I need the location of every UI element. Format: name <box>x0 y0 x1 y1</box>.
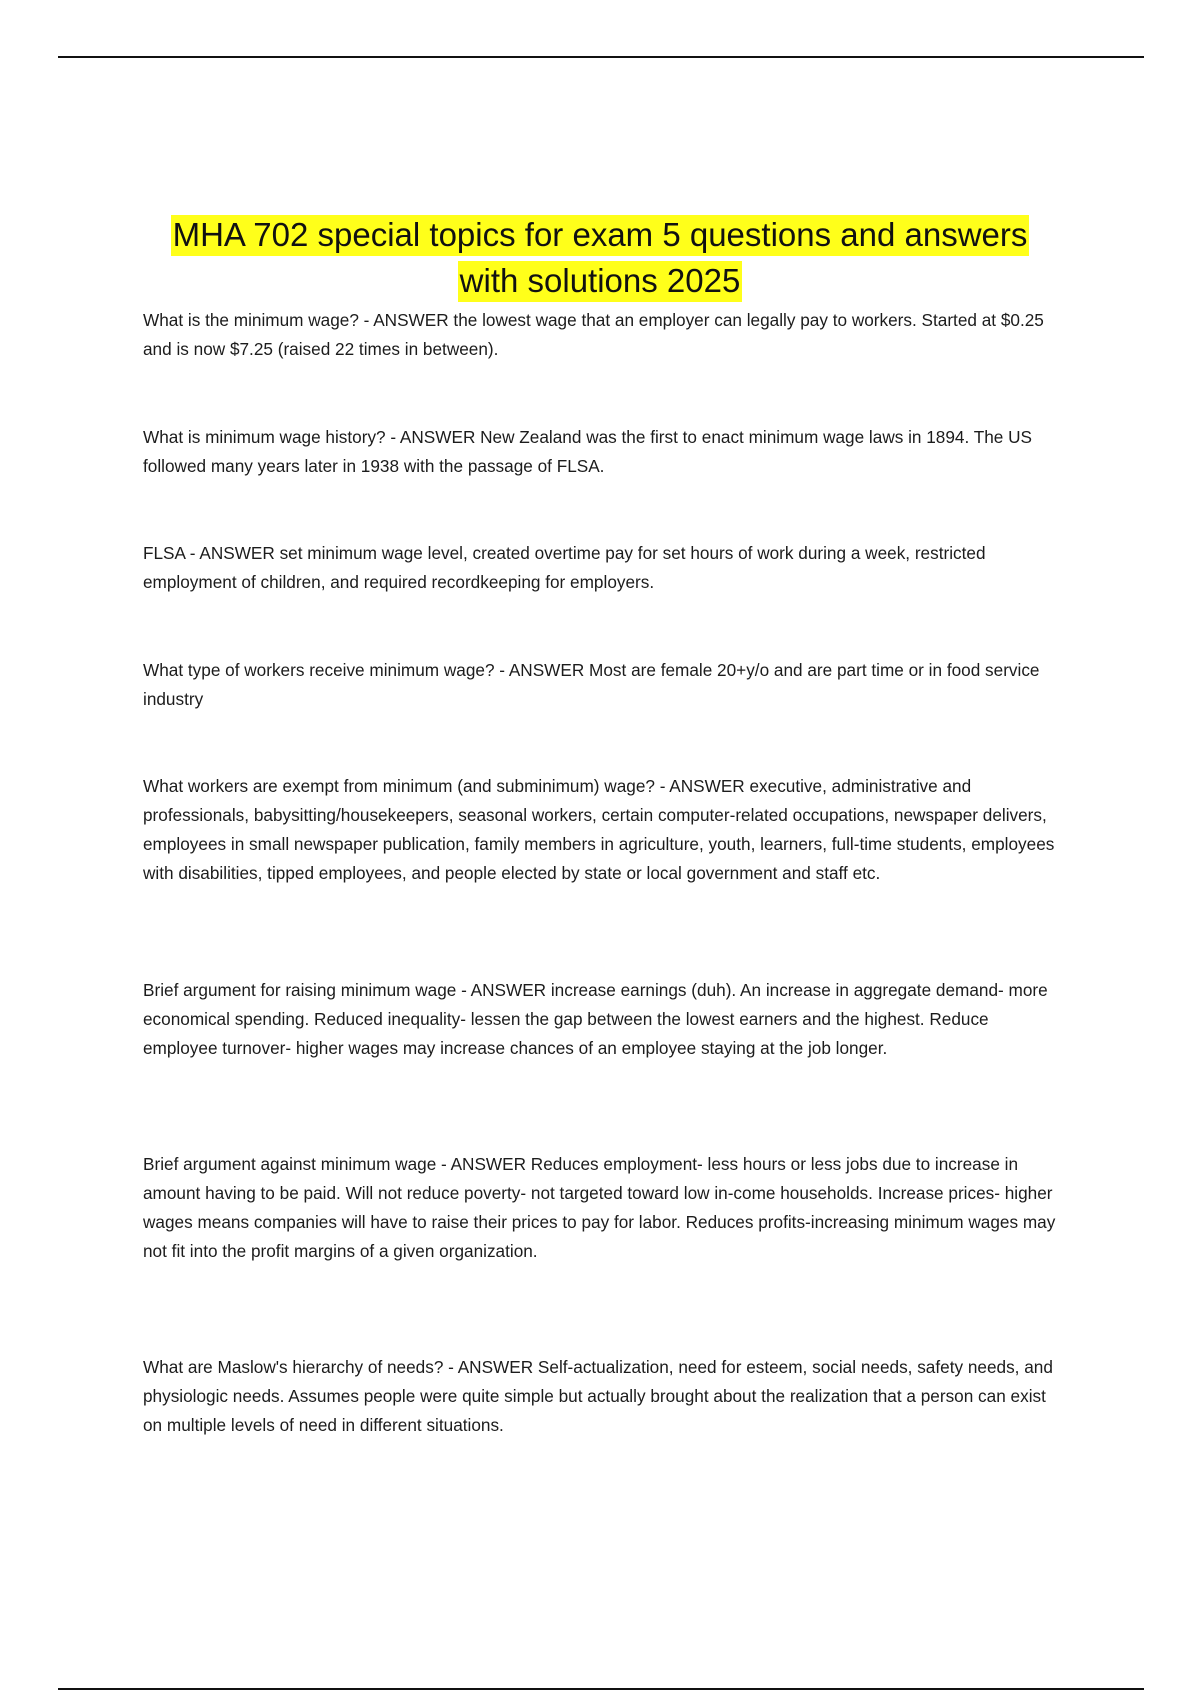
qa-entry-maslow-hierarchy: What are Maslow's hierarchy of needs? - ANSWER Self-actualization, need for esteem, social needs, safety needs, and physiologic needs. Assumes people were quite simple but actually brought about the realization that a person can exist on multiple levels of need in different situations. <box>143 1357 1053 1435</box>
qa-entry-workers-receiving-minimum-wage: What type of workers receive minimum wage? - ANSWER Most are female 20+y/o and are part time or in food service industry <box>143 660 1040 709</box>
top-divider <box>58 56 1144 58</box>
qa-entry-minimum-wage-history: What is minimum wage history? - ANSWER New Zealand was the first to enact minimum wage laws in 1894. The US followed many years later in 1938 with the passage of FLSA. <box>143 427 1032 476</box>
highlighted-title-text: MHA 702 special topics for exam 5 questions and answers with solutions 2025 <box>171 215 1030 302</box>
qa-entry-exempt-workers: What workers are exempt from minimum (and subminimum) wage? - ANSWER executive, administrative and professionals, babysitting/housekeepers, seasonal workers, certain computer-related occupations, newspaper delivers, employees in small newspaper publication, family members in agriculture, youth, learners, full-time students, employees with disabilities, tipped employees, and people elected by state or local government and staff etc. <box>143 776 1055 883</box>
qa-entry-argument-against: Brief argument against minimum wage - ANSWER Reduces employment- less hours or less jobs due to increase in amount having to be paid. Will not reduce poverty- not targeted toward low in-come households. Increase prices- higher wages means companies will have to raise their prices to pay for labor. Reduces profits-increasing minimum wages may not fit into the profit margins of a given organization. <box>143 1154 1056 1261</box>
document-title <box>140 212 1060 304</box>
qa-entry-flsa: FLSA - ANSWER set minimum wage level, created overtime pay for set hours of work during a week, restricted employment of children, and required recordkeeping for employers. <box>143 543 986 592</box>
qa-entry-argument-for-raising: Brief argument for raising minimum wage - ANSWER increase earnings (duh). An increase in aggregate demand- more economical spending. Reduced inequality- lessen the gap between the lowest earners and the highest. Reduce employee turnover- higher wages may increase chances of an employee staying at the job longer. <box>143 980 1048 1058</box>
qa-entry-minimum-wage: What is the minimum wage? - ANSWER the lowest wage that an employer can legally pay to workers. Started at $0.25 and is now $7.25 (raised 22 times in between). <box>143 310 1044 359</box>
bottom-divider <box>58 1688 1144 1690</box>
